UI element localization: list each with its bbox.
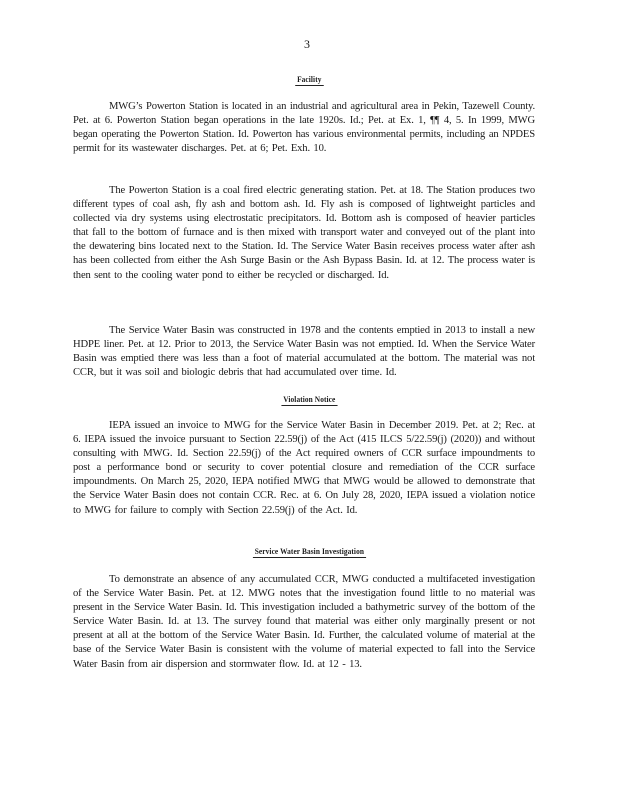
paragraph-investigation: To demonstrate an absence of any accumulated CCR, MWG conducted a multifaceted investigation of the Service Water Basin. Pet. at 12. MWG notes that the investigation found little to no material was present in the Service Water Basin. Id. This investigation included a bathymetric survey of the bottom of the Service Water Basin. Id. at 13. The survey found that material was either only marginally present or not present at all at the bottom of the Service Water Basin. Id. Further, the calculated volume of material at the base of the Service Water Basin is consistent with the volume of material expected to fall into the Service Water Basin from air dispersion and stormwater flow. Id. at 12 - 13. [73, 574, 535, 670]
section-heading-facility-text: Facility [296, 75, 322, 84]
section-heading-investigation-text: Service Water Basin Investigation [254, 547, 364, 556]
section-heading-investigation [0, 547, 618, 558]
paragraph-facility-location: MWG’s Powerton Station is located in an industrial and agricultural area in Pekin, Tazewell County. Pet. at 6. Powerton Station began operations in the late 1920s. Id.; Pet. at Ex. 1, ¶¶ 4, 5. In 1999, MWG began operating the Powerton Station. Id. Powerton has various environmental permits, including an NPDES permit for its wastewater discharges. Pet. at 6; Pet. Exh. 10. [73, 101, 535, 155]
section-heading-facility [0, 75, 618, 86]
paragraph-station-description: The Powerton Station is a coal fired electric generating station. Pet. at 18. The Station produces two different types of coal ash, fly ash and bottom ash. Id. Fly ash is composed of lightweight particles and collected via dry systems using electrostatic precipitators. Id. Bottom ash is composed of heavier particles that fall to the bottom of furnace and is then mixed with transport water and conveyed out of the plant into the dewatering bins located next to the Station. Id. The Service Water Basin receives process water after ash has been collected from either the Ash Surge Basin or the Ash Bypass Basin. Id. at 12. The process water is then sent to the cooling water pond to either be recycled or discharged. Id. [73, 185, 535, 281]
section-heading-violation-notice [0, 395, 618, 406]
page-number: 3 [304, 37, 310, 51]
section-heading-violation-notice-text: Violation Notice [282, 395, 336, 404]
paragraph-basin-history: The Service Water Basin was constructed in 1978 and the contents emptied in 2013 to install a new HDPE liner. Pet. at 12. Prior to 2013, the Service Water Basin was not emptied. Id. When the Service Water Basin was emptied there was less than a foot of material accumulated at the bottom. The material was not CCR, but it was soil and biologic debris that had accumulated over time. Id. [73, 325, 535, 379]
paragraph-violation-notice: IEPA issued an invoice to MWG for the Service Water Basin in December 2019. Pet. at 2; Rec. at 6. IEPA issued the invoice pursuant to Section 22.59(j) of the Act (415 ILCS 5/22.59(j) (2020)) and without consulting with MWG. Id. Section 22.59(j) of the Act required owners of CCR surface impoundments to post a performance bond or security to cover potential closure and remediation of the CCR surface impoundments. On March 25, 2020, IEPA notified MWG that MWG would be allowed to demonstrate that the Service Water Basin does not contain CCR. Rec. at 6. On July 28, 2020, IEPA issued a violation notice to MWG for failure to comply with Section 22.59(j) of the Act. Id. [73, 420, 535, 516]
